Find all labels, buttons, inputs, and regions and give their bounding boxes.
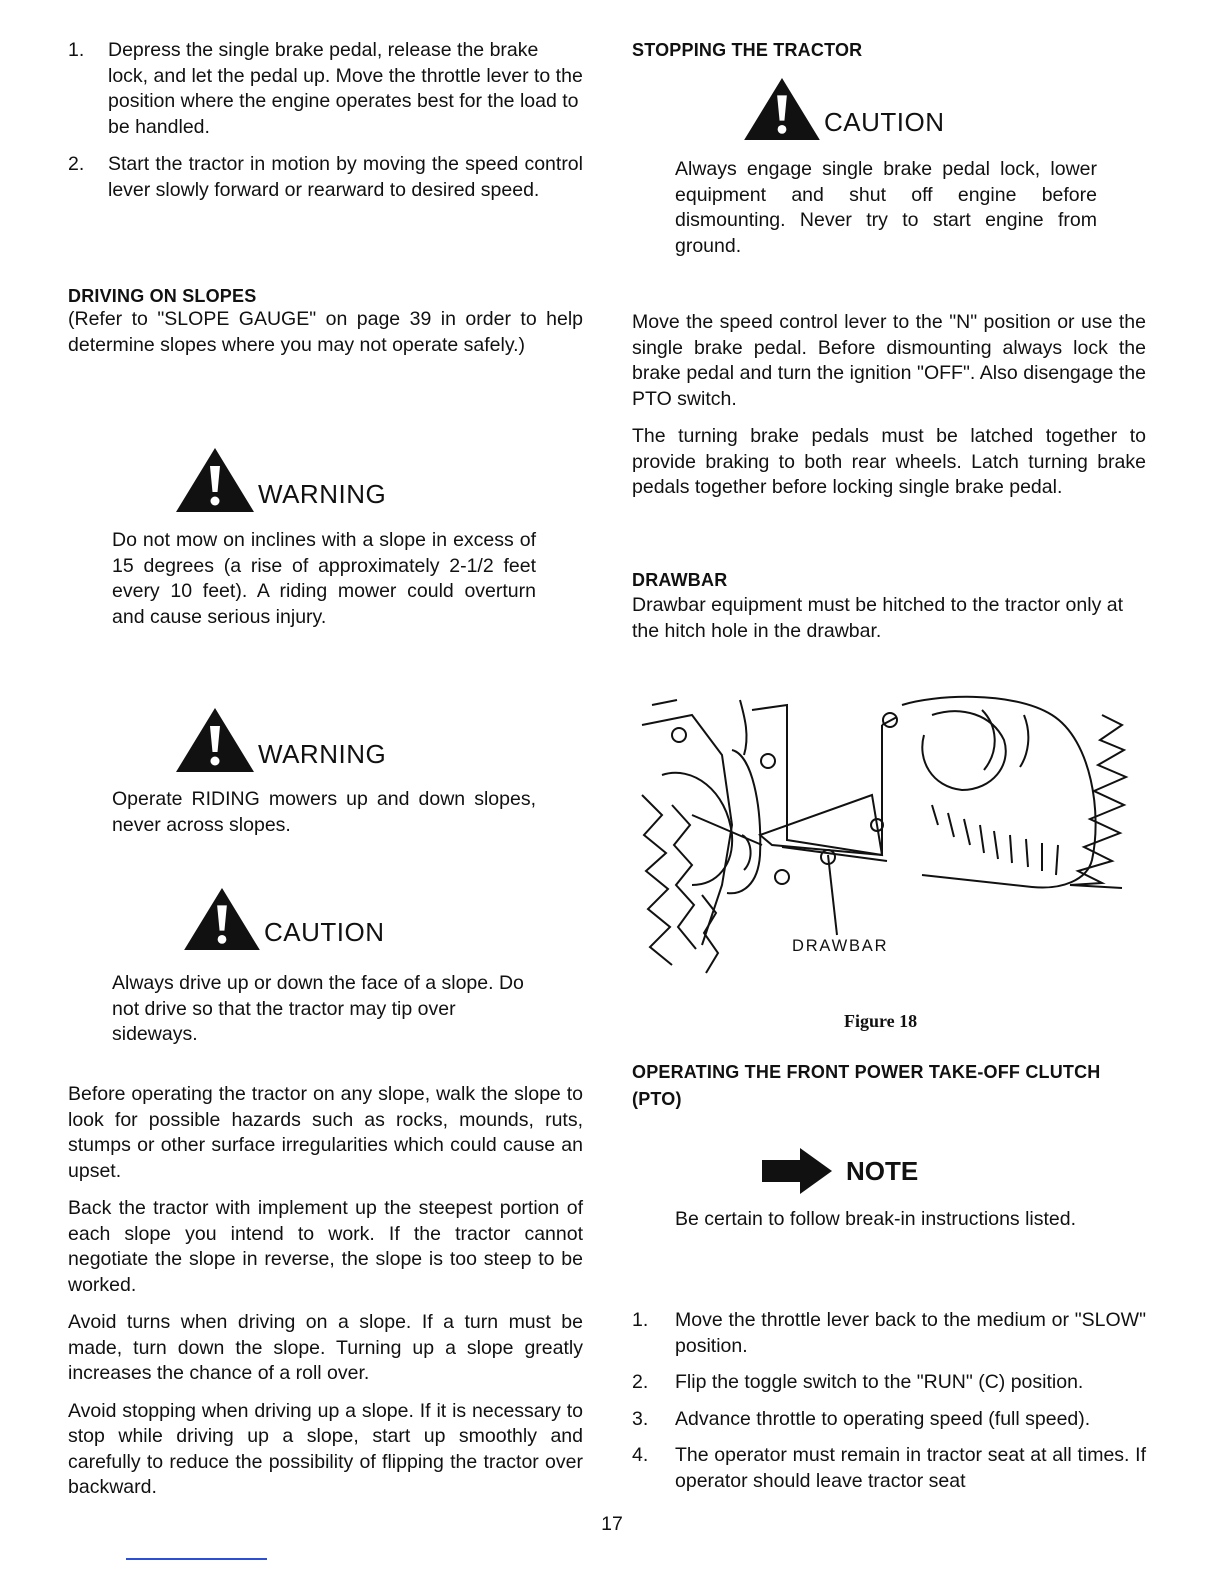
warning-title: WARNING bbox=[258, 479, 387, 509]
figure-label: DRAWBAR bbox=[792, 937, 889, 955]
warning-title-row bbox=[174, 446, 386, 514]
caution-triangle-icon bbox=[182, 886, 262, 952]
warning-triangle-icon bbox=[174, 446, 256, 514]
step-text: The operator must remain in tractor seat at all times. If operator should leave tractor seat bbox=[675, 1444, 1146, 1492]
slopes-intro: (Refer to "SLOPE GAUGE" on page 39 in order to help determine slopes where you may not operate safely.) bbox=[68, 308, 583, 356]
warning-title-row bbox=[174, 706, 386, 774]
step-text: Flip the toggle switch to the "RUN" (C) position. bbox=[675, 1371, 1084, 1393]
figure-18 bbox=[632, 695, 1146, 980]
note-title-row bbox=[762, 1148, 918, 1194]
step-number: 1. bbox=[632, 1309, 649, 1331]
list-item bbox=[632, 1308, 1146, 1359]
list-item bbox=[632, 1443, 1146, 1494]
list-item bbox=[632, 1370, 1146, 1396]
step-text: Start the tractor in motion by moving the speed control lever slowly forward or rearward to desired speed. bbox=[108, 153, 583, 201]
slope-paragraphs bbox=[68, 1082, 583, 1501]
paragraph: Avoid stopping when driving up a slope. If it is necessary to stop while driving up a slope, start up smoothly and carefully to reduce the possibility of flipping the tractor over backward. bbox=[68, 1399, 583, 1498]
paragraph: The turning brake pedals must be latched together to provide braking to both rear wheels. Latch turning brake pedals together before locking single brake pedal. bbox=[632, 425, 1146, 498]
paragraph: Before operating the tractor on any slope, walk the slope to look for possible hazards such as rocks, mounds, ruts, stumps or other surface irregularities which could cause an upset. bbox=[68, 1083, 583, 1182]
step-number: 4. bbox=[632, 1444, 649, 1466]
footer-rule bbox=[126, 1558, 267, 1560]
drawbar-illustration bbox=[632, 695, 1146, 980]
paragraph: Back the tractor with implement up the steepest portion of each slope you intend to work. If the tractor cannot negotiate the slope in reverse, the slope is too steep to be worked. bbox=[68, 1197, 583, 1296]
caution-title-row bbox=[182, 886, 385, 952]
pto-steps bbox=[632, 1308, 1146, 1494]
warning-triangle-icon bbox=[174, 706, 256, 774]
caution-title: CAUTION bbox=[264, 917, 385, 947]
warning-box-1 bbox=[174, 446, 386, 514]
arrow-right-icon bbox=[762, 1148, 832, 1194]
warning-title: WARNING bbox=[258, 739, 387, 769]
figure-caption: Figure 18 bbox=[844, 1011, 918, 1031]
step-number: 2. bbox=[68, 153, 85, 175]
start-steps bbox=[68, 38, 583, 203]
caution-title-row bbox=[742, 76, 945, 142]
section-heading-pto: OPERATING THE FRONT POWER TAKE-OFF CLUTCH (PTO) bbox=[632, 1062, 1101, 1109]
step-text: Move the throttle lever back to the medium or "SLOW" position. bbox=[675, 1309, 1146, 1357]
section-heading-stopping: STOPPING THE TRACTOR bbox=[632, 40, 863, 60]
step-number: 3. bbox=[632, 1407, 649, 1430]
section-heading-drawbar: DRAWBAR bbox=[632, 570, 728, 590]
list-item bbox=[632, 1407, 1146, 1433]
warning-text-1: Do not mow on inclines with a slope in excess of 15 degrees (a rise of approximately 2-1/2 feet every 10 feet). A riding mower could overturn and cause serious injury. bbox=[112, 529, 536, 628]
step-text: Advance throttle to operating speed (full speed). bbox=[675, 1407, 1091, 1430]
step-number: 2. bbox=[632, 1371, 649, 1393]
paragraph: Move the speed control lever to the "N" position or use the single brake pedal. Before dismounting always lock the brake pedal and turn the ignition "OFF". Also disengage the PTO switch. bbox=[632, 311, 1146, 410]
section-heading-slopes: DRIVING ON SLOPES bbox=[68, 286, 257, 306]
warning-text-2: Operate RIDING mowers up and down slopes, never across slopes. bbox=[112, 788, 536, 836]
caution-text-left: Always drive up or down the face of a slope. Do not drive so that the tractor may tip over sideways. bbox=[112, 972, 524, 1045]
list-item bbox=[68, 152, 583, 203]
caution-text-right: Always engage single brake pedal lock, lower equipment and shut off engine before dismounting. Never try to start engine from ground. bbox=[675, 158, 1097, 257]
paragraph: Avoid turns when driving on a slope. If a turn must be made, turn down the slope. Turning up a slope greatly increases the chance of a roll over. bbox=[68, 1311, 583, 1384]
warning-box-2 bbox=[174, 706, 386, 774]
list-item bbox=[68, 38, 583, 140]
note-text: Be certain to follow break-in instructions listed. bbox=[675, 1208, 1077, 1230]
drawbar-text: Drawbar equipment must be hitched to the tractor only at the hitch hole in the drawbar. bbox=[632, 594, 1124, 642]
step-number: 1. bbox=[68, 39, 85, 61]
caution-box-left bbox=[182, 886, 385, 952]
stopping-paragraphs bbox=[632, 310, 1146, 501]
caution-box-right bbox=[742, 76, 945, 142]
caution-title: CAUTION bbox=[824, 107, 945, 137]
caution-triangle-icon bbox=[742, 76, 822, 142]
page-number: 17 bbox=[601, 1513, 623, 1535]
note-title: NOTE bbox=[846, 1155, 919, 1186]
step-text: Depress the single brake pedal, release the brake lock, and let the pedal up. Move the throttle lever to the position where the engine operates best for the load to be handled. bbox=[108, 39, 583, 138]
